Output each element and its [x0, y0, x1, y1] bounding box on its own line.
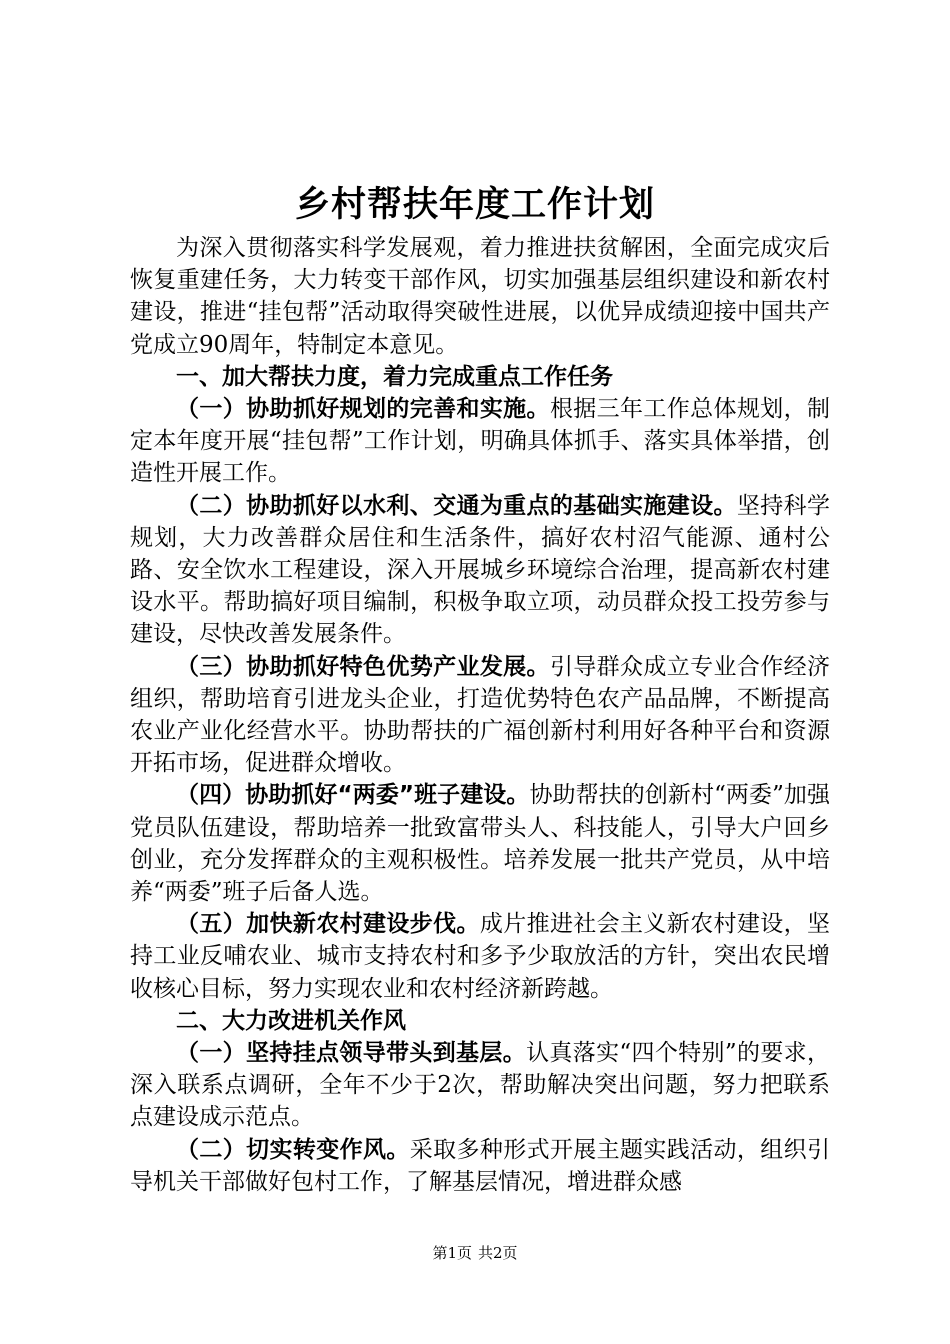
section1-item-2 [130, 490, 830, 651]
page-footer [0, 1243, 950, 1263]
page-total: 共2页 [478, 1244, 518, 1262]
item-text: 成片推进社会主义新农村建设，坚持工业反哺农业、城市支持农村和多予少取放活的方针，突出农民增收核心目标，努力实现农业和农村经济新跨越。 [130, 911, 831, 1002]
page-number: 第1页 [432, 1244, 472, 1262]
section1-item-5 [130, 908, 830, 1005]
item-text: 协助帮扶的创新村“两委”加强党员队伍建设，帮助培养一批致富带头人、科技能人，引导大户回乡创业，充分发挥群众的主观积极性。培养发展一批共产党员，从中培养“两委”班子后备人选。 [130, 782, 830, 906]
item-lead: （一）协助抓好规划的完善和实施。 [176, 396, 550, 423]
document-title: 乡村帮扶年度工作计划 [294, 185, 655, 225]
section1-item-4 [130, 779, 830, 908]
document-body [130, 232, 830, 1198]
item-lead: （三）协助抓好特色优势产业发展。 [176, 653, 550, 680]
item-text: 采取多种形式开展主题实践活动，组织引导机关干部做好包村工作，了解基层情况，增进群众感 [130, 1136, 831, 1195]
item-text: 认真落实“四个特别”的要求，深入联系点调研，全年不少于2次，帮助解决突出问题，努力把联系点建设成示范点。 [130, 1040, 830, 1131]
item-text: 根据三年工作总体规划，制定本年度开展“挂包帮”工作计划，明确具体抓手、落实具体举措，创造性开展工作。 [130, 396, 831, 487]
section-heading-2: 二、大力改进机关作风 [176, 1007, 406, 1034]
item-lead: （一）坚持挂点领导带头到基层。 [176, 1040, 527, 1067]
item-lead: （二）协助抓好以水利、交通为重点的基础实施建设。 [176, 492, 737, 519]
item-lead: （五）加快新农村建设步伐。 [176, 911, 480, 938]
item-text: 坚持科学规划，大力改善群众居住和生活条件，搞好农村沼气能源、通村公路、安全饮水工程建设，深入开展城乡环境综合治理，提高新农村建设水平。帮助搞好项目编制，积极争取立项，动员群众投工投劳参与建设，尽快改善发展条件。 [130, 492, 831, 648]
section2-item-1 [130, 1037, 830, 1134]
section1-item-1 [130, 393, 830, 490]
section2-item-2 [130, 1134, 830, 1198]
item-text: 引导群众成立专业合作经济组织，帮助培育引进龙头企业，打造优势特色农产品品牌，不断提高农业产业化经营水平。协助帮扶的广福创新村利用好各种平台和资源开拓市场，促进群众增收。 [130, 653, 831, 777]
item-lead: （二）切实转变作风。 [176, 1136, 410, 1163]
section1-item-3 [130, 651, 830, 780]
item-lead: （四）协助抓好“两委”班子建设。 [176, 782, 530, 809]
intro-paragraph: 为深入贯彻落实科学发展观，着力推进扶贫解困，全面完成灾后恢复重建任务，大力转变干部作风，切实加强基层组织建设和新农村建设，推进“挂包帮”活动取得突破性进展，以优异成绩迎接中国共产党成立90周年，特制定本意见。 [130, 235, 830, 358]
section-heading-1: 一、加大帮扶力度，着力完成重点工作任务 [176, 363, 613, 390]
